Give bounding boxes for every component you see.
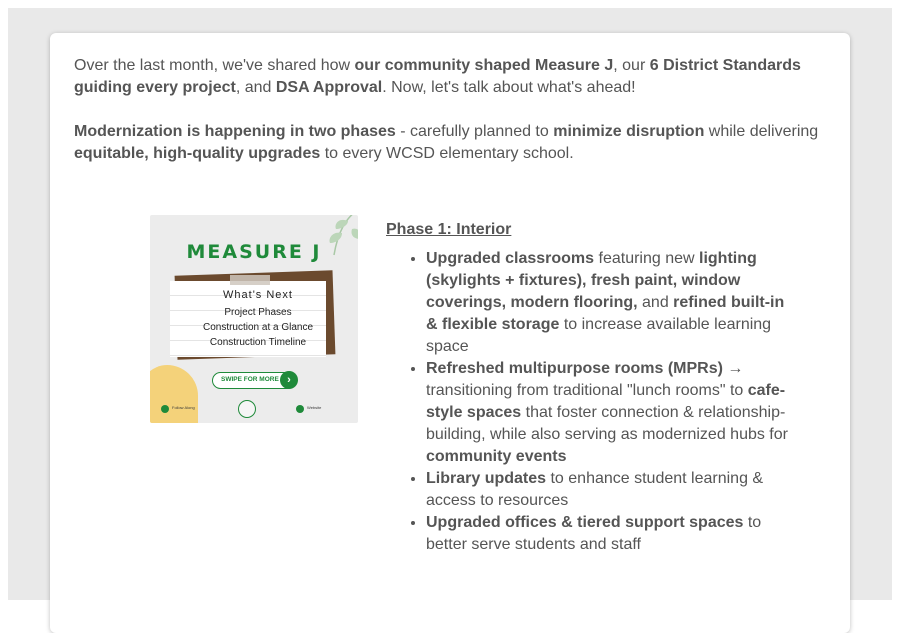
email-background <box>8 8 892 600</box>
promo-line: Project Phases <box>224 307 292 318</box>
intro-text: to every WCSD elementary school. <box>320 145 574 162</box>
item-text: featuring new <box>594 250 700 267</box>
intro-bold: minimize disruption <box>553 123 705 140</box>
intro-bold: 6 District Standards guiding every project <box>74 57 801 96</box>
arrow-right-icon: › <box>280 371 298 389</box>
item-text: to enhance student learning & access to resources <box>426 470 764 509</box>
promo-title: MEASURE J <box>186 241 322 263</box>
intro-bold: DSA Approval <box>275 79 383 96</box>
item-bold: community events <box>426 448 567 465</box>
list-item <box>426 512 796 556</box>
item-bold: Upgraded offices & tiered support spaces <box>426 514 744 531</box>
promo-line: What's Next <box>223 289 293 301</box>
email-card <box>50 33 850 633</box>
social-icon <box>161 405 169 413</box>
swipe-label: SWIPE FOR MORE <box>221 376 279 383</box>
intro-paragraph-1 <box>74 55 824 99</box>
intro-text: , our <box>613 57 650 74</box>
item-bold: cafe-style spaces <box>426 382 786 421</box>
intro-bold: equitable, high-quality upgrades <box>74 145 321 162</box>
list-item <box>426 358 796 468</box>
list-item <box>426 468 796 512</box>
footer-right-text: Website <box>307 405 322 410</box>
promo-line: Construction at a Glance <box>202 322 314 333</box>
list-item <box>426 248 796 358</box>
intro-text: . Now, let's talk about what's ahead! <box>382 79 636 96</box>
item-bold: Refreshed multipurpose rooms (MPRs) <box>426 360 723 377</box>
tape <box>230 275 270 285</box>
phase-1-title: Phase 1: Interior <box>386 221 512 238</box>
item-bold: Library updates <box>426 470 547 487</box>
item-text: → transitioning from traditional "lunch rooms" to <box>426 360 748 399</box>
item-bold: Upgraded classrooms <box>426 250 595 267</box>
intro-text: - carefully planned to <box>395 123 554 140</box>
intro-text: Over the last month, we've shared how <box>74 57 355 74</box>
swipe-for-more-button <box>212 372 296 389</box>
footer-left-text: Follow Along <box>172 405 195 410</box>
item-text: to increase available learning space <box>426 316 772 355</box>
intro-bold: Modernization is happening in two phases <box>74 123 396 140</box>
intro-bold: our community shaped Measure J <box>354 57 614 74</box>
item-text: to better serve students and staff <box>426 514 762 553</box>
item-bold: lighting (skylights + fixtures), fresh paint, window coverings, modern flooring, <box>426 250 757 311</box>
intro-text: while delivering <box>704 123 819 140</box>
item-text: that foster connection & relationship-building, while also serving as modernized hubs for <box>426 404 788 443</box>
intro-text: , and <box>235 79 276 96</box>
decorative-blob <box>150 365 198 423</box>
item-text: and <box>637 294 674 311</box>
item-bold: refined built-in & flexible storage <box>426 294 785 333</box>
promo-line: Construction Timeline <box>209 337 307 348</box>
district-seal-icon <box>238 400 256 418</box>
measure-j-promo-image[interactable] <box>150 215 358 423</box>
globe-icon <box>296 405 304 413</box>
intro-paragraph-2 <box>74 121 824 165</box>
phase-1-list <box>386 248 796 556</box>
